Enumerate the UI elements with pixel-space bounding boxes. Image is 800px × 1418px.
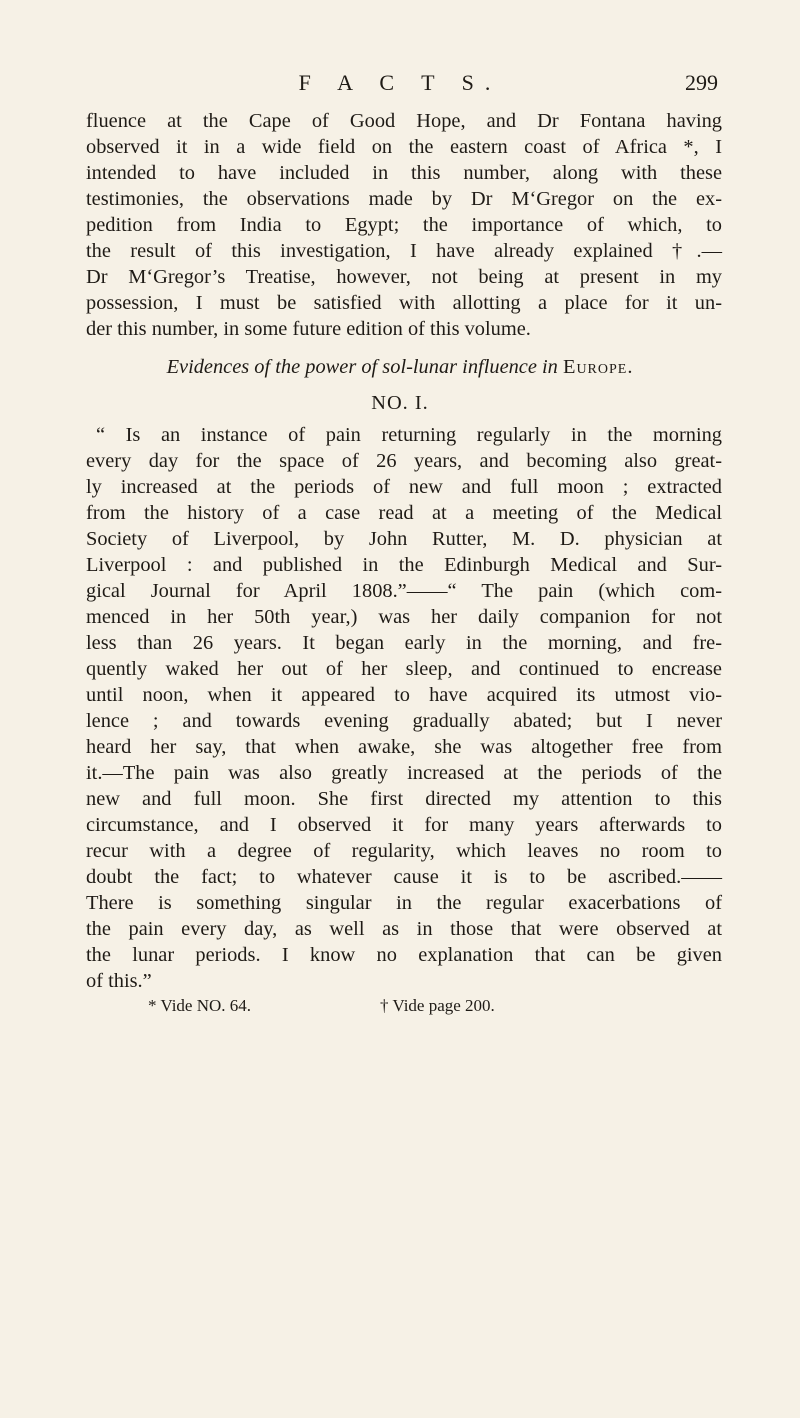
text-line: Dr M‘Gregor’s Treatise, however, not being at present in my	[86, 266, 722, 288]
text-line: the lunar periods. I know no explanation that can be given	[86, 944, 722, 966]
text-line: menced in her 50th year,) was her daily companion for not	[86, 606, 722, 628]
section-heading	[0, 356, 800, 379]
section-heading-smallcaps: Europe.	[562, 356, 634, 378]
text-line: every day for the space of 26 years, and becoming also great-	[86, 450, 722, 472]
running-title: F A C T S.	[298, 70, 502, 95]
text-line: pedition from India to Egypt; the importance of which, to	[86, 214, 722, 236]
text-line: new and full moon. She first directed my attention to this	[86, 788, 722, 810]
text-line: intended to have included in this number, along with these	[86, 162, 722, 184]
text-line: fluence at the Cape of Good Hope, and Dr Fontana having	[86, 110, 722, 132]
text-line: Liverpool : and published in the Edinburgh Medical and Sur-	[86, 554, 722, 576]
text-line: less than 26 years. It began early in the morning, and fre-	[86, 632, 722, 654]
text-line: There is something singular in the regular exacerbations of	[86, 892, 722, 914]
running-head	[0, 70, 800, 100]
text-line: until noon, when it appeared to have acquired its utmost vio-	[86, 684, 722, 706]
text-line: lence ; and towards evening gradually abated; but I never	[86, 710, 722, 732]
text-line: from the history of a case read at a meeting of the Medical	[86, 502, 722, 524]
footnote-dagger: † Vide page 200.	[380, 996, 495, 1015]
text-line: the pain every day, as well as in those that were observed at	[86, 918, 722, 940]
footnotes	[0, 996, 800, 1020]
text-line: doubt the fact; to whatever cause it is to be ascribed.——	[86, 866, 722, 888]
text-line: “ Is an instance of pain returning regularly in the morning	[96, 424, 722, 446]
text-line: observed it in a wide field on the eastern coast of Africa *, I	[86, 136, 722, 158]
text-line: of this.”	[86, 970, 152, 992]
text-line: possession, I must be satisfied with allotting a place for it un-	[86, 292, 722, 314]
text-line: gical Journal for April 1808.”——“ The pain (which com-	[86, 580, 722, 602]
text-line: testimonies, the observations made by Dr M‘Gregor on the ex-	[86, 188, 722, 210]
text-line: ly increased at the periods of new and full moon ; extracted	[86, 476, 722, 498]
paragraph-continuation	[86, 108, 722, 342]
text-line: recur with a degree of regularity, which leaves no room to	[86, 840, 722, 862]
section-heading-italic: Evidences of the power of sol-lunar influence in	[166, 356, 558, 378]
text-line: quently waked her out of her sleep, and continued to encrease	[86, 658, 722, 680]
text-line: heard her say, that when awake, she was altogether free from	[86, 736, 722, 758]
text-line: Society of Liverpool, by John Rutter, M. D. physician at	[86, 528, 722, 550]
text-line: der this number, in some future edition of this volume.	[86, 318, 531, 340]
text-line: it.—The pain was also greatly increased at the periods of the	[86, 762, 722, 784]
text-line: circumstance, and I observed it for many years afterwards to	[86, 814, 722, 836]
text-line: the result of this investigation, I have already explained †.—	[86, 240, 722, 262]
number-heading: NO. I.	[371, 392, 429, 414]
footnote-star: * Vide NO. 64.	[148, 996, 252, 1015]
paragraph-no-1	[86, 422, 722, 994]
page-number: 299	[685, 70, 718, 95]
